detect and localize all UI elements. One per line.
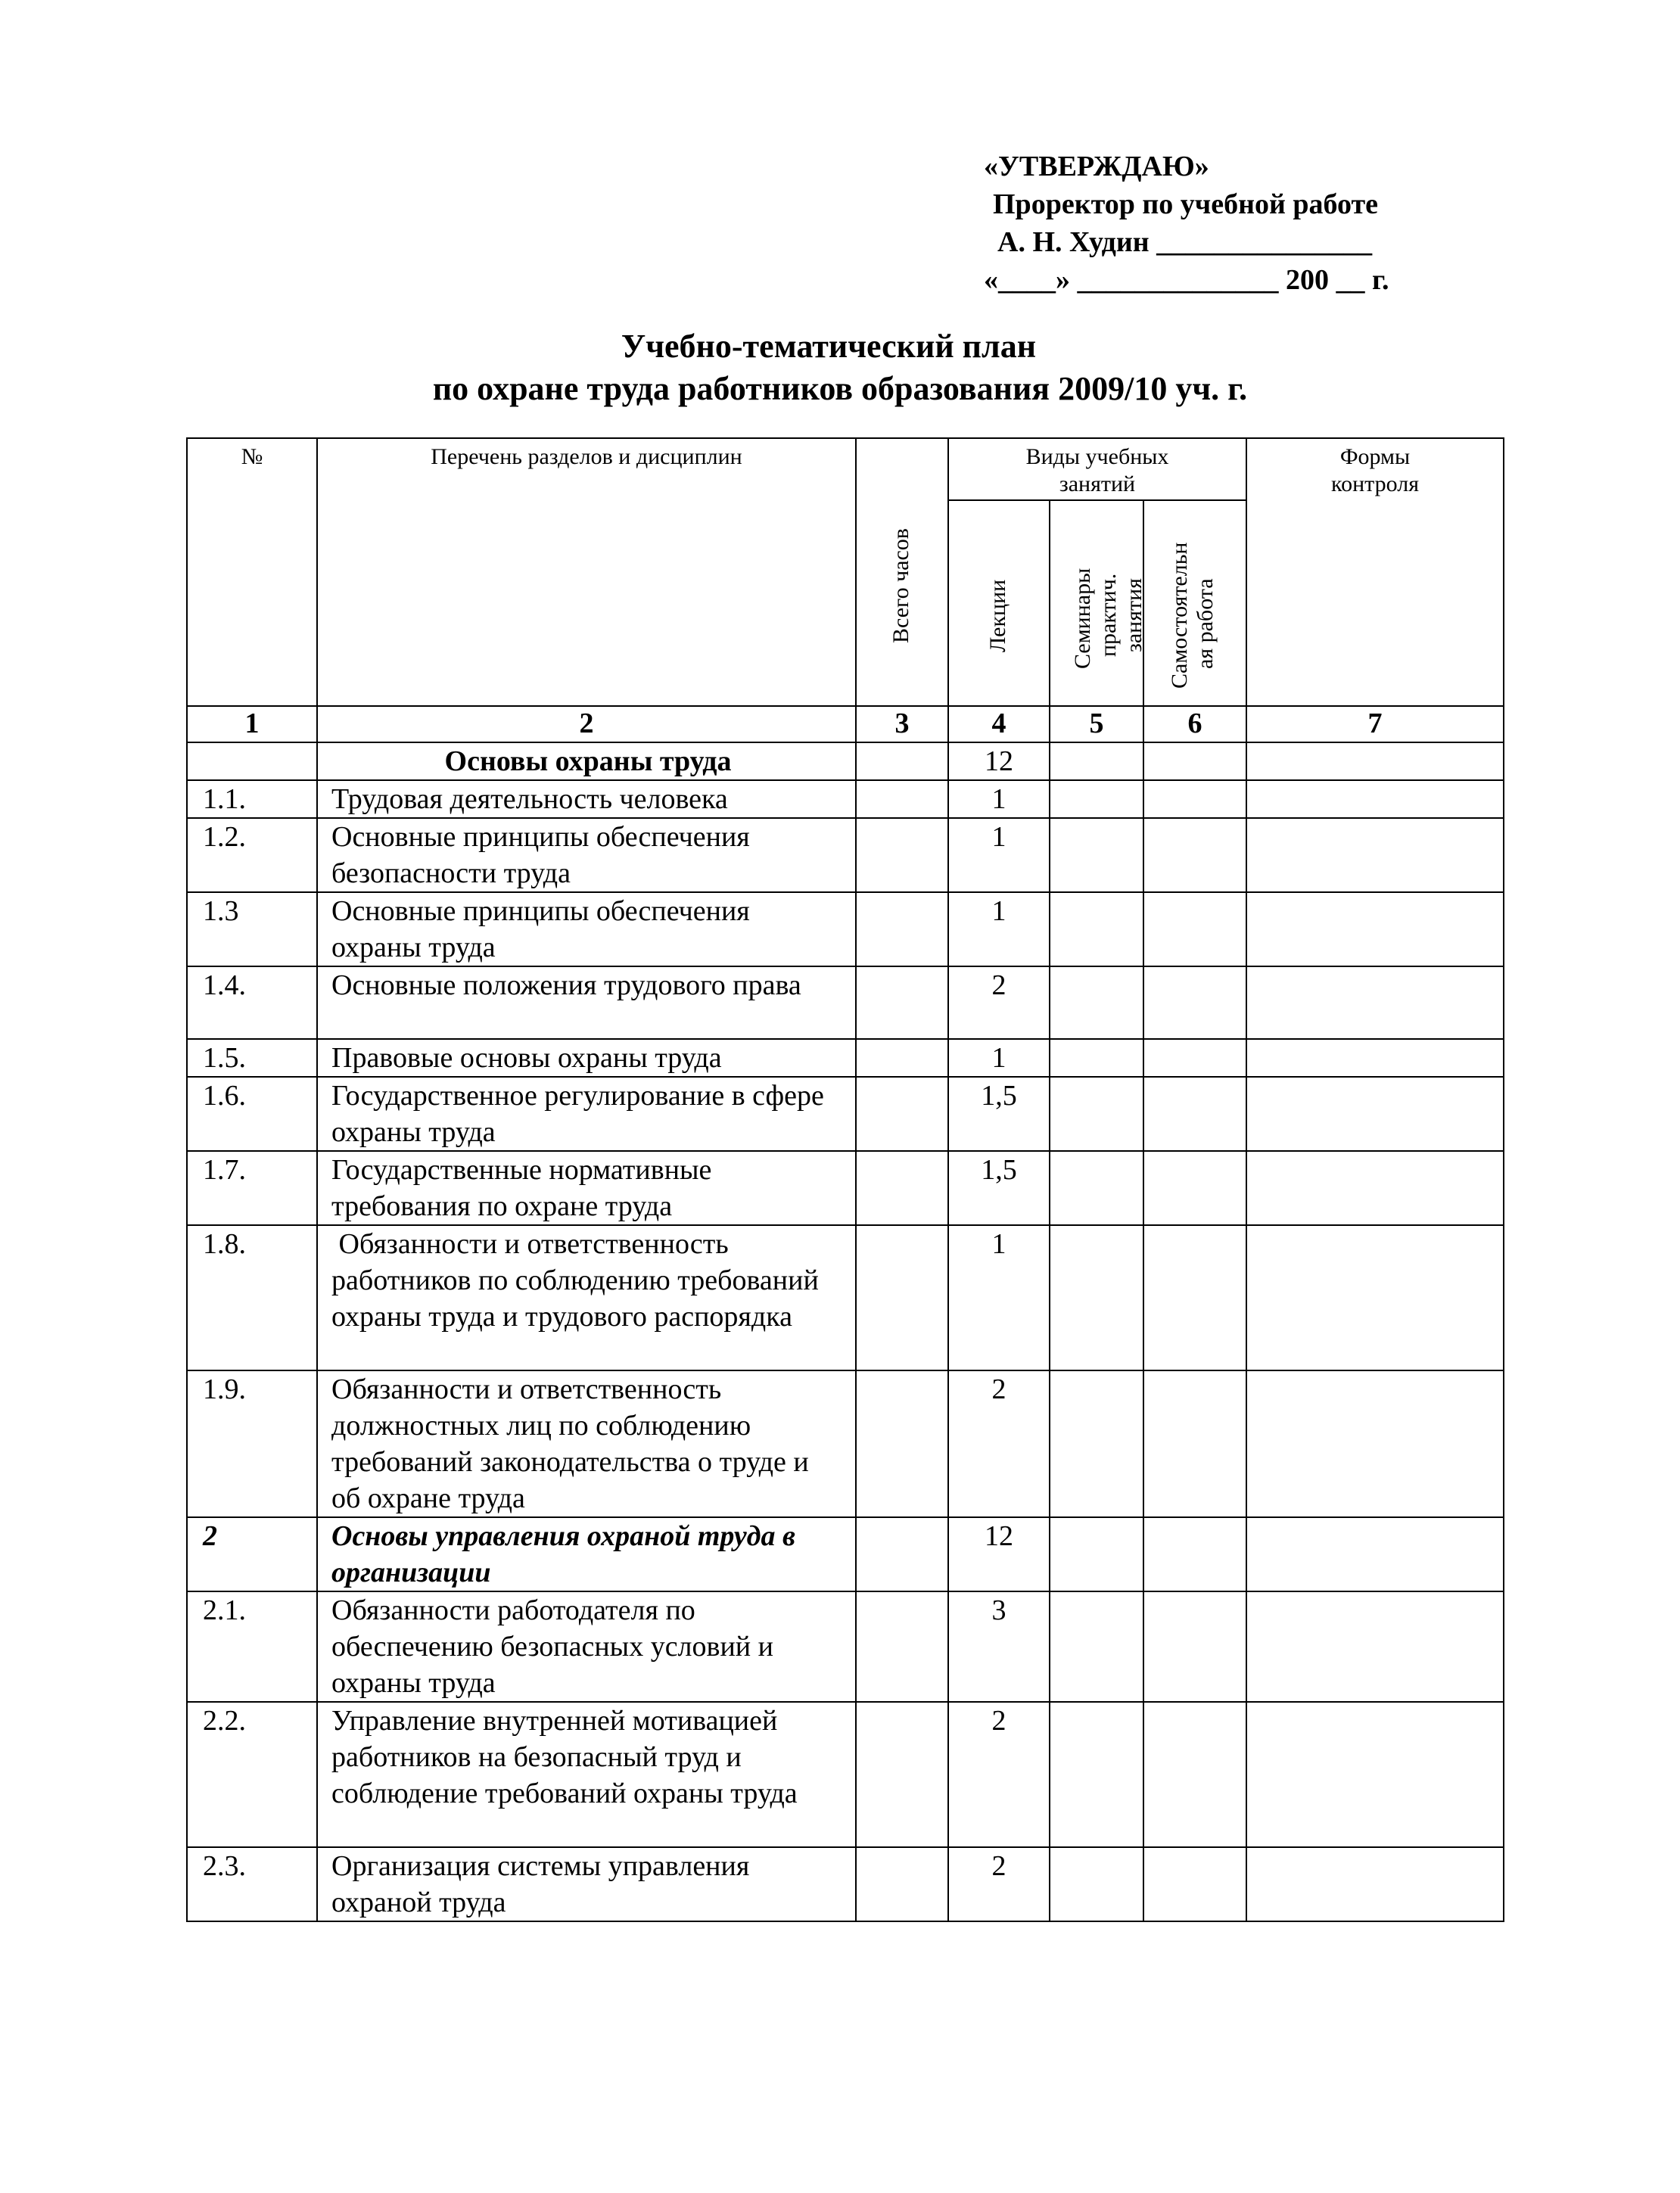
row-num: 1.6. (187, 1077, 317, 1151)
header-self (1143, 500, 1246, 706)
row-name: Основные принципы обеспечения безопасности труда (317, 818, 856, 892)
row-self (1143, 1702, 1246, 1847)
table-row (187, 892, 1504, 966)
row-lectures: 1 (948, 780, 1050, 818)
row-total (856, 1151, 948, 1225)
title-line-1: Учебно-тематический план (621, 328, 1037, 365)
col-number-4: 4 (948, 706, 1050, 742)
row-self (1143, 742, 1246, 780)
header-total-label: Всего часов (888, 528, 913, 643)
row-seminars (1050, 1370, 1143, 1517)
plan-table (186, 437, 1504, 1922)
row-total (856, 1847, 948, 1921)
row-name: Обязанности и ответственность должностных лиц по соблюдению требований законодательства о труде и об охране труда (317, 1370, 856, 1517)
header-kinds: Виды учебных занятий (948, 438, 1246, 500)
row-total (856, 1039, 948, 1077)
row-seminars (1050, 1077, 1143, 1151)
col-number-5: 5 (1050, 706, 1143, 742)
row-num: 1.3 (187, 892, 317, 966)
row-lectures: 12 (948, 742, 1050, 780)
row-name: Обязанности работодателя по обеспечению безопасных условий и охраны труда (317, 1591, 856, 1702)
row-total (856, 1370, 948, 1517)
row-seminars (1050, 818, 1143, 892)
row-num: 1.8. (187, 1225, 317, 1370)
col-number-6: 6 (1143, 706, 1246, 742)
header-seminars-line-2: практич. (1096, 574, 1121, 658)
header-self-line-2: ая работа (1193, 578, 1218, 670)
row-control (1246, 1151, 1504, 1225)
row-name: Основные положения трудового права (317, 966, 856, 1039)
row-name: Правовые основы охраны труда (317, 1039, 856, 1077)
header-total (856, 438, 948, 706)
table-row (187, 1370, 1504, 1517)
table-row (187, 1847, 1504, 1921)
row-self (1143, 1077, 1246, 1151)
row-lectures: 2 (948, 1702, 1050, 1847)
table-row (187, 1702, 1504, 1847)
header-seminars-line-1: Семинары (1070, 568, 1095, 670)
row-self (1143, 1517, 1246, 1591)
row-num: 1.1. (187, 780, 317, 818)
row-total (856, 742, 948, 780)
row-total (856, 966, 948, 1039)
row-lectures: 2 (948, 1370, 1050, 1517)
row-lectures: 1 (948, 1039, 1050, 1077)
row-control (1246, 1517, 1504, 1591)
row-control (1246, 742, 1504, 780)
row-control (1246, 1077, 1504, 1151)
col-number-1: 1 (187, 706, 317, 742)
row-total (856, 892, 948, 966)
row-num: 2.1. (187, 1591, 317, 1702)
table-row (187, 966, 1504, 1039)
row-name: Трудовая деятельность человека (317, 780, 856, 818)
row-total (856, 1517, 948, 1591)
row-name: Управление внутренней мотивацией работников на безопасный труд и соблюдение требований охраны труда (317, 1702, 856, 1847)
header-lectures (948, 500, 1050, 706)
row-num: 2.3. (187, 1847, 317, 1921)
row-self (1143, 1591, 1246, 1702)
row-seminars (1050, 1517, 1143, 1591)
row-self (1143, 1225, 1246, 1370)
col-number-3: 3 (856, 706, 948, 742)
table-row (187, 1517, 1504, 1591)
row-control (1246, 1225, 1504, 1370)
row-num: 2 (187, 1517, 317, 1591)
row-total (856, 818, 948, 892)
row-total (856, 1077, 948, 1151)
row-seminars (1050, 1847, 1143, 1921)
row-seminars (1050, 966, 1143, 1039)
row-self (1143, 1847, 1246, 1921)
row-num: 1.2. (187, 818, 317, 892)
row-lectures: 1 (948, 892, 1050, 966)
title-line-2: по охране труда работников образования 2009/10 уч. г. (432, 370, 1248, 407)
table-row (187, 1225, 1504, 1370)
row-name: Государственные нормативные требования по охране труда (317, 1151, 856, 1225)
row-seminars (1050, 892, 1143, 966)
table-row (187, 780, 1504, 818)
row-seminars (1050, 1039, 1143, 1077)
row-self (1143, 1039, 1246, 1077)
table-row (187, 742, 1504, 780)
header-num: № (187, 438, 317, 706)
row-total (856, 1702, 948, 1847)
row-control (1246, 1039, 1504, 1077)
row-num: 2.2. (187, 1702, 317, 1847)
row-lectures: 12 (948, 1517, 1050, 1591)
row-lectures: 3 (948, 1591, 1050, 1702)
header-control: Формы контроля (1246, 438, 1504, 706)
row-num: 1.4. (187, 966, 317, 1039)
row-self (1143, 1151, 1246, 1225)
table-row (187, 1591, 1504, 1702)
header-lectures-label: Лекции (985, 580, 1010, 653)
row-name: Государственное регулирование в сфере охраны труда (317, 1077, 856, 1151)
approval-position: Проректор по учебной работе (993, 188, 1379, 220)
row-self (1143, 1370, 1246, 1517)
row-seminars (1050, 780, 1143, 818)
row-lectures: 1,5 (948, 1151, 1050, 1225)
row-seminars (1050, 1225, 1143, 1370)
row-control (1246, 1591, 1504, 1702)
row-seminars (1050, 1151, 1143, 1225)
row-lectures: 2 (948, 1847, 1050, 1921)
col-number-2: 2 (317, 706, 856, 742)
row-lectures: 1,5 (948, 1077, 1050, 1151)
row-lectures: 1 (948, 818, 1050, 892)
approval-signatory: А. Н. Худин _______________ (997, 226, 1373, 258)
row-seminars (1050, 742, 1143, 780)
row-seminars (1050, 1702, 1143, 1847)
row-name: Основы управления охраной труда в организации (317, 1517, 856, 1591)
approval-block (984, 148, 1389, 299)
table-row (187, 1151, 1504, 1225)
approval-date: «____» ______________ 200 __ г. (984, 264, 1389, 296)
table-row (187, 818, 1504, 892)
row-control (1246, 818, 1504, 892)
row-name: Обязанности и ответственность работников по соблюдению требований охраны труда и трудового распорядка (317, 1225, 856, 1370)
row-control (1246, 966, 1504, 1039)
row-self (1143, 966, 1246, 1039)
row-control (1246, 1847, 1504, 1921)
row-name: Организация системы управления охраной труда (317, 1847, 856, 1921)
header-seminars (1050, 500, 1146, 706)
page-title (0, 325, 1680, 410)
row-name: Основы охраны труда (317, 742, 856, 780)
row-self (1143, 892, 1246, 966)
row-total (856, 1225, 948, 1370)
row-self (1143, 818, 1246, 892)
row-lectures: 1 (948, 1225, 1050, 1370)
table-row (187, 1039, 1504, 1077)
row-self (1143, 780, 1246, 818)
row-total (856, 780, 948, 818)
header-seminars-line-3: занятия (1122, 578, 1146, 653)
row-num: 1.7. (187, 1151, 317, 1225)
row-control (1246, 780, 1504, 818)
row-control (1246, 1702, 1504, 1847)
approval-stamp: «УТВЕРЖДАЮ» (984, 151, 1209, 182)
row-lectures: 2 (948, 966, 1050, 1039)
row-num: 1.9. (187, 1370, 317, 1517)
row-total (856, 1591, 948, 1702)
col-number-7: 7 (1246, 706, 1504, 742)
table-row (187, 1077, 1504, 1151)
row-num (187, 742, 317, 780)
row-control (1246, 892, 1504, 966)
row-name: Основные принципы обеспечения охраны труда (317, 892, 856, 966)
header-self-line-1: Самостоятельн (1167, 543, 1192, 689)
header-name: Перечень разделов и дисциплин (317, 438, 856, 706)
row-control (1246, 1370, 1504, 1517)
row-num: 1.5. (187, 1039, 317, 1077)
row-seminars (1050, 1591, 1143, 1702)
